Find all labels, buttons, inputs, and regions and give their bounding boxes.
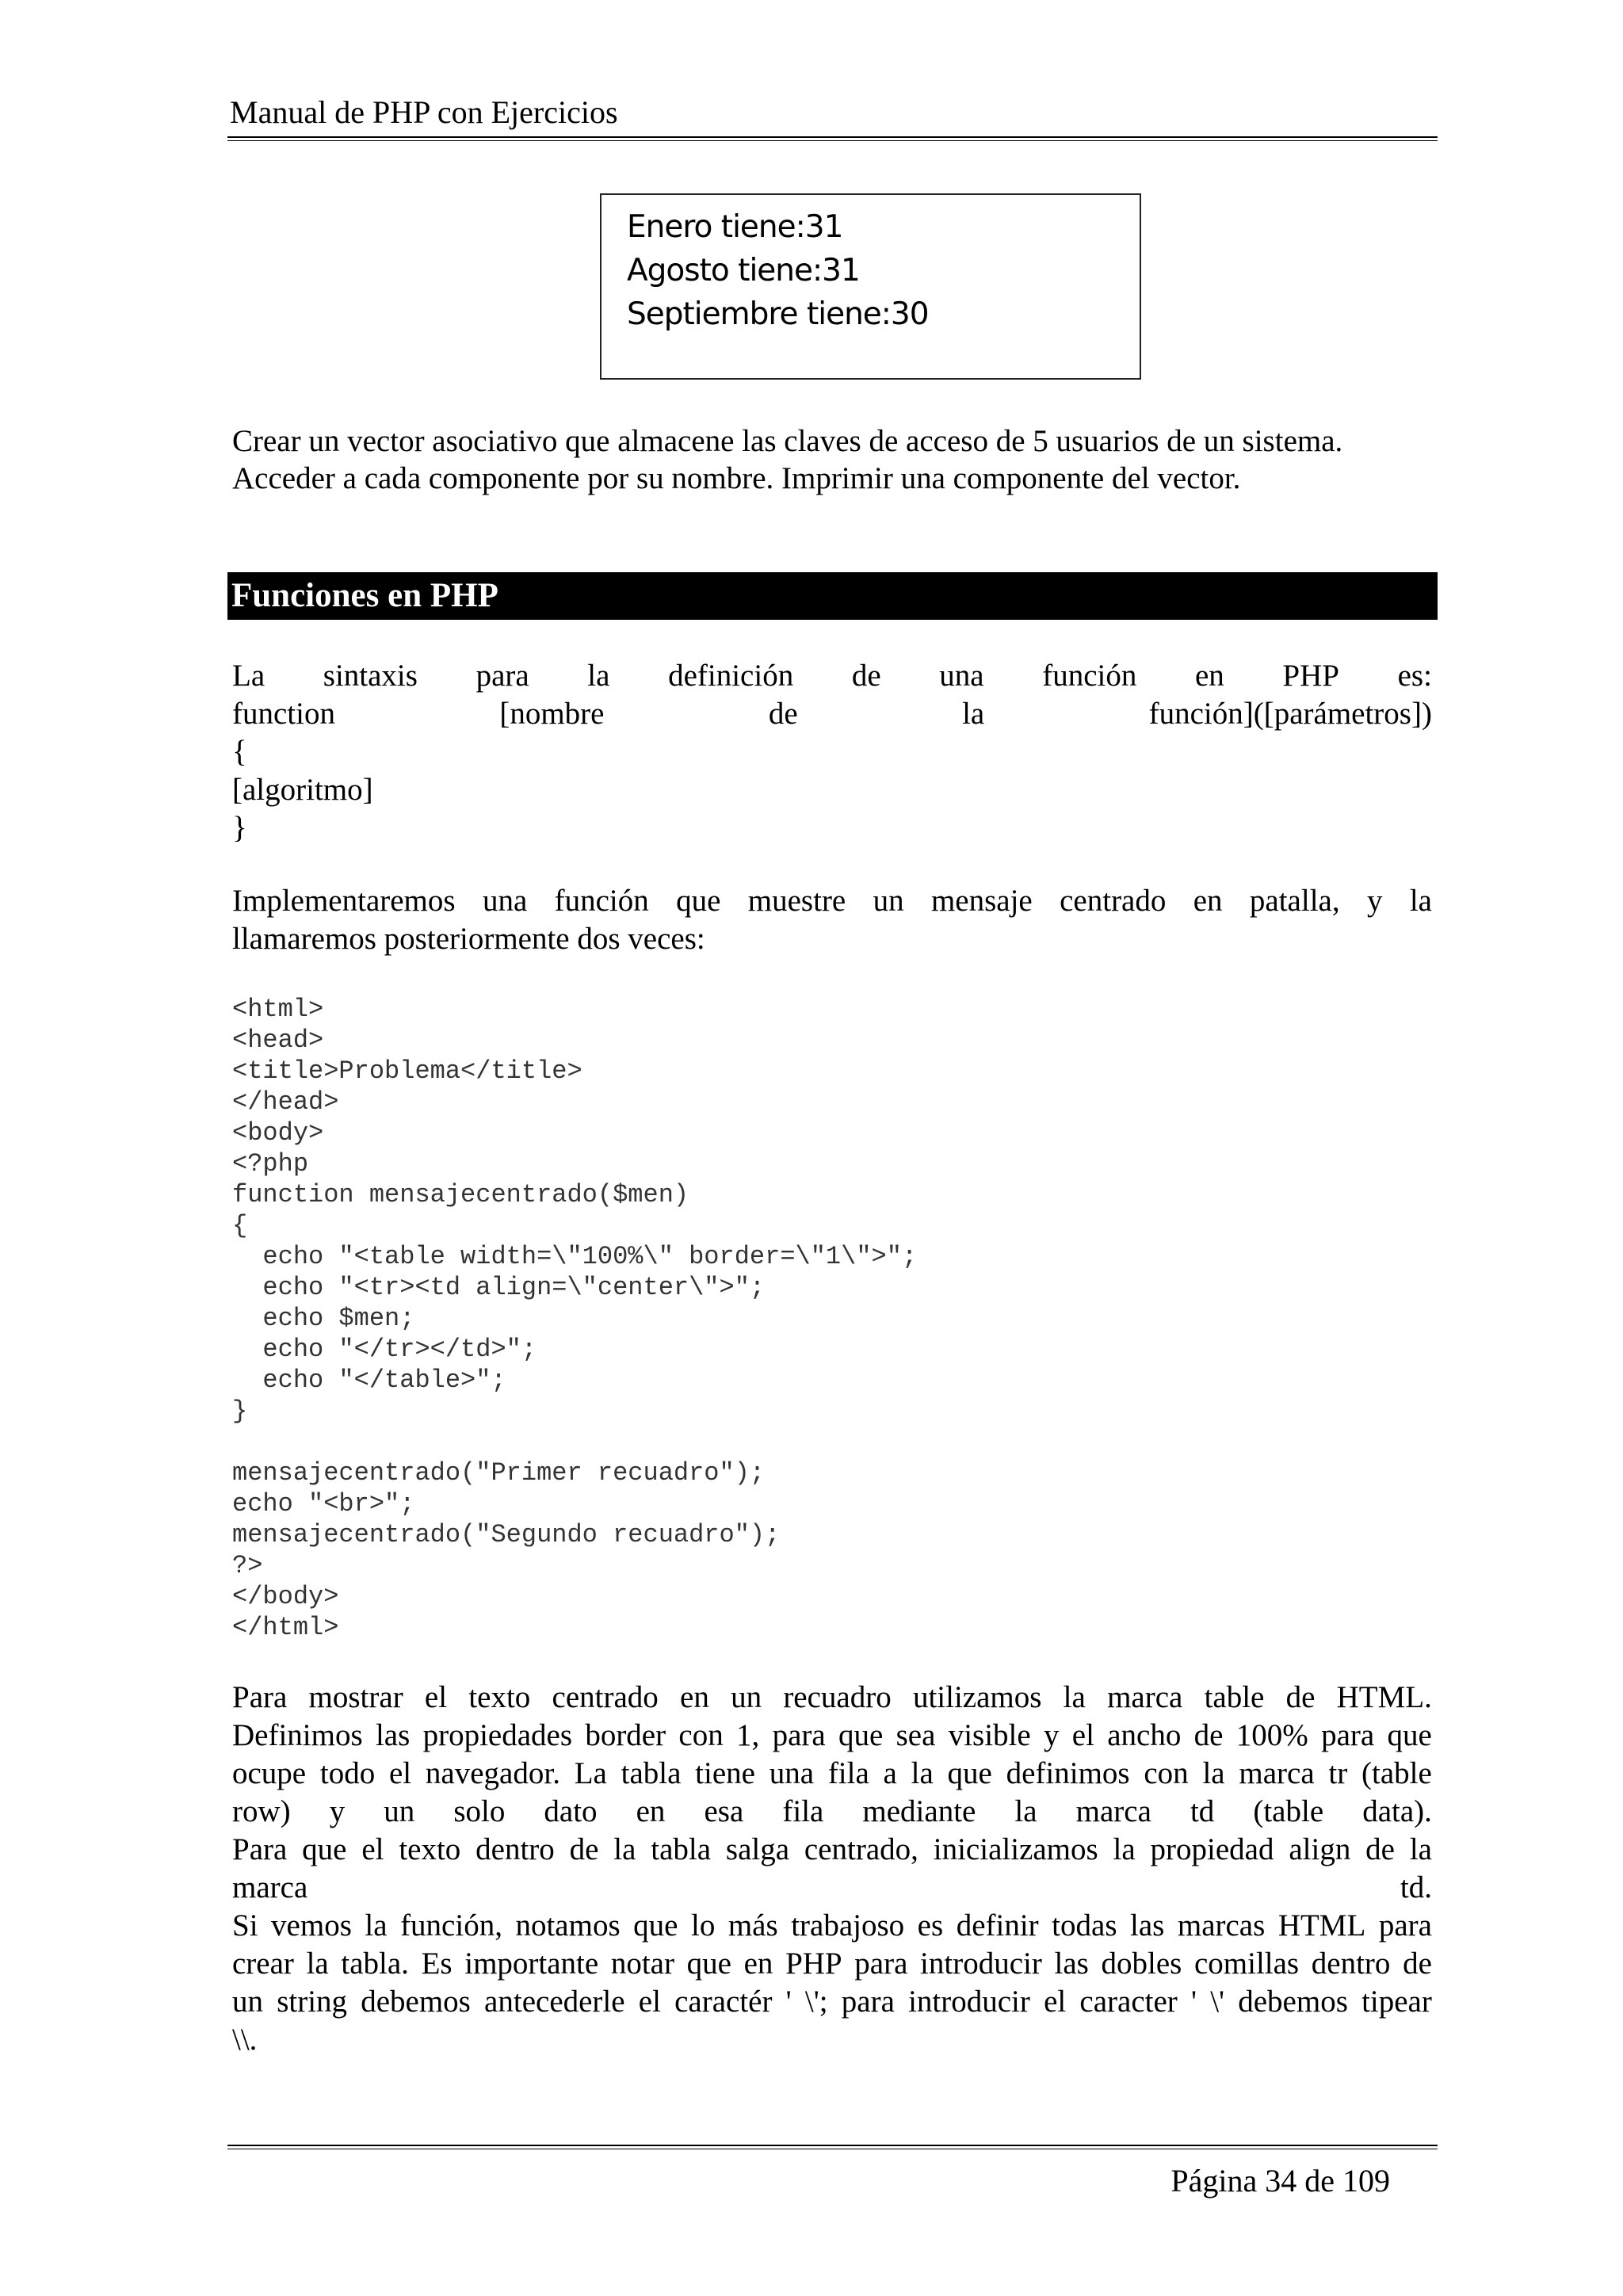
output-example-box <box>600 193 1141 380</box>
word: recuadro <box>783 1680 892 1714</box>
word: 1, <box>736 1718 760 1752</box>
explanation-line <box>232 1717 1432 1755</box>
word: dato <box>544 1794 598 1828</box>
word: texto <box>468 1680 531 1714</box>
word: marca <box>1075 1794 1151 1828</box>
word: las <box>1130 1908 1165 1943</box>
code-line: } <box>232 1396 248 1426</box>
word: PHP <box>1282 659 1339 693</box>
word: y <box>1043 1718 1060 1752</box>
word: para <box>1321 1718 1375 1752</box>
word: la <box>306 1946 329 1981</box>
explanation-line <box>232 1983 1432 2021</box>
explanation-line <box>232 1945 1432 1983</box>
word: definimos <box>1006 1756 1130 1790</box>
word: mensaje <box>930 884 1033 918</box>
code-line: echo "</table>"; <box>232 1366 506 1395</box>
word: y <box>329 1794 346 1828</box>
word: La <box>232 659 265 693</box>
code-line: echo "<tr><td align=\"center\">"; <box>232 1273 766 1302</box>
word: trabajoso <box>791 1908 905 1943</box>
word: todo <box>319 1756 376 1790</box>
section-title: Funciones en PHP <box>231 577 498 614</box>
word: en <box>743 1946 773 1981</box>
word: HTML. <box>1336 1680 1432 1714</box>
word: visible <box>948 1718 1031 1752</box>
code-line <box>232 1427 917 1457</box>
code-line: </body> <box>232 1582 339 1611</box>
word: en <box>636 1794 666 1828</box>
word: introducir <box>908 1985 1030 2019</box>
header-title: Manual de PHP con Ejercicios <box>230 94 618 130</box>
code-block <box>232 994 917 1643</box>
syntax-brace-open: { <box>232 735 247 769</box>
syntax-line-2 <box>232 695 1432 733</box>
code-line: </head> <box>232 1087 339 1117</box>
word: Si <box>232 1908 258 1943</box>
word: en <box>680 1680 709 1714</box>
word: debemos <box>361 1985 471 2019</box>
word: marca <box>232 1870 308 1904</box>
code-line: echo $men; <box>232 1304 415 1333</box>
word: la <box>911 1756 934 1790</box>
code-line: echo "<table width=\"100%\" border=\"1\">"; <box>232 1242 918 1271</box>
word: el <box>424 1680 448 1714</box>
word: una <box>769 1756 815 1790</box>
exercise-line-1: Crear un vector asociativo que almacene las claves de acceso de 5 usuarios de un sistema. <box>232 424 1343 458</box>
word: vemos <box>271 1908 352 1943</box>
page-number: Página 34 de 109 <box>1170 2163 1390 2199</box>
syntax-line-1 <box>232 657 1432 695</box>
word: la <box>1113 1832 1136 1866</box>
word: caracter <box>1079 1985 1178 2019</box>
word: patalla, <box>1249 884 1340 918</box>
output-line: Enero tiene:31 <box>627 209 843 245</box>
word: tr <box>1328 1756 1348 1790</box>
footer-rule <box>227 2145 1438 2146</box>
exercise-line-2: Acceder a cada componente por su nombre. Imprimir una componente del vector. <box>232 461 1241 495</box>
word: en <box>1193 884 1223 918</box>
word: de <box>569 1832 599 1866</box>
word: es: <box>1397 659 1432 693</box>
word: Para <box>232 1680 288 1714</box>
word: de <box>1193 1718 1224 1752</box>
word: función <box>1042 659 1137 693</box>
word: la <box>1202 1756 1225 1790</box>
word: sintaxis <box>323 659 418 693</box>
code-line: <head> <box>232 1026 324 1055</box>
word: el <box>389 1756 412 1790</box>
word: notar <box>610 1946 674 1981</box>
word: que <box>686 1946 731 1981</box>
word: es <box>917 1908 944 1943</box>
output-line: Agosto tiene:31 <box>627 253 860 288</box>
word: para <box>841 1985 895 2019</box>
code-line: <?php <box>232 1149 309 1179</box>
word: para <box>1378 1908 1432 1943</box>
word: importante <box>464 1946 599 1981</box>
code-line: <html> <box>232 995 324 1024</box>
code-line: <body> <box>232 1118 324 1148</box>
word: definir <box>956 1908 1039 1943</box>
word: \' <box>1210 1985 1225 2019</box>
code-line: </html> <box>232 1613 339 1642</box>
word: (table <box>1361 1756 1432 1790</box>
explanation-line: \\. <box>232 2023 258 2057</box>
section-heading <box>227 572 1438 620</box>
explanation-line <box>232 1831 1432 1869</box>
word: Definimos <box>232 1718 363 1752</box>
word: que <box>302 1832 347 1866</box>
word: un <box>731 1680 762 1714</box>
word: la <box>365 1908 388 1943</box>
word: ancho <box>1107 1718 1182 1752</box>
word: función]([parámetros]) <box>1148 697 1432 731</box>
syntax-brace-close: } <box>232 811 247 845</box>
word: la <box>1014 1794 1037 1828</box>
code-line: echo "<br>"; <box>232 1489 415 1519</box>
word: la <box>613 1832 636 1866</box>
word: propiedad <box>1150 1832 1274 1866</box>
word: de <box>1403 1946 1432 1981</box>
word: tabla <box>651 1832 712 1866</box>
word: las <box>375 1718 411 1752</box>
word: el <box>1044 1985 1067 2019</box>
header-rule <box>227 136 1438 138</box>
word: mediante <box>862 1794 976 1828</box>
word: utilizamos <box>912 1680 1042 1714</box>
word: para <box>475 659 529 693</box>
word: tipear <box>1361 1985 1432 2019</box>
word: y <box>1366 884 1383 918</box>
word: en <box>1194 659 1224 693</box>
word: la <box>1409 1832 1432 1866</box>
word: más <box>727 1908 778 1943</box>
word: para <box>772 1718 826 1752</box>
word: align <box>1289 1832 1351 1866</box>
word: de <box>1365 1832 1395 1866</box>
word: muestre <box>747 884 846 918</box>
explanation-line <box>232 1869 1432 1907</box>
word: la <box>962 697 985 731</box>
code-line: echo "</tr></td>"; <box>232 1335 537 1364</box>
word: dentro <box>1311 1946 1391 1981</box>
explanation-line <box>232 1907 1432 1945</box>
word: data). <box>1362 1794 1432 1828</box>
output-line: Septiembre tiene:30 <box>627 296 929 332</box>
word: caractér <box>674 1985 773 2019</box>
word: comillas <box>1193 1946 1300 1981</box>
word: Implementaremos <box>232 884 456 918</box>
word: fila <box>782 1794 824 1828</box>
word: función, <box>400 1908 502 1943</box>
header-rule-thin <box>227 140 1438 141</box>
word: navegador. <box>425 1756 560 1790</box>
word: de <box>851 659 881 693</box>
code-line: <title>Problema</title> <box>232 1056 582 1086</box>
word: marcas <box>1177 1908 1266 1943</box>
syntax-algorithm: [algoritmo] <box>232 773 373 807</box>
word: que <box>838 1718 884 1752</box>
word: [nombre <box>499 697 605 731</box>
word: texto <box>399 1832 461 1866</box>
code-line: ?> <box>232 1551 263 1580</box>
word: Para <box>232 1832 288 1866</box>
intro-line-2: llamaremos posteriormente dos veces: <box>232 922 705 956</box>
code-line: mensajecentrado("Segundo recuadro"); <box>232 1520 781 1549</box>
word: centrado <box>1060 884 1167 918</box>
word: el <box>361 1832 384 1866</box>
word: un <box>232 1985 263 2019</box>
word: dobles <box>1101 1946 1182 1981</box>
word: un <box>384 1794 415 1828</box>
word: La <box>574 1756 607 1790</box>
word: para <box>854 1946 908 1981</box>
word: crear <box>232 1946 294 1981</box>
word: border <box>585 1718 666 1752</box>
word: debemos <box>1238 1985 1348 2019</box>
word: centrado <box>552 1680 659 1714</box>
word: con <box>1144 1756 1189 1790</box>
word: mostrar <box>308 1680 403 1714</box>
word: a <box>883 1756 897 1790</box>
word: HTML <box>1277 1908 1366 1943</box>
word: fila <box>827 1756 869 1790</box>
word: con <box>678 1718 724 1752</box>
exercise-line <box>232 422 1432 460</box>
word: introducir <box>920 1946 1042 1981</box>
word: \'; <box>804 1985 828 2019</box>
explanation-line <box>232 1793 1432 1831</box>
word: ' <box>1190 1985 1197 2019</box>
word: 100% <box>1235 1718 1308 1752</box>
code-line: function mensajecentrado($men) <box>232 1180 689 1209</box>
explanation-line <box>232 1755 1432 1793</box>
word: ' <box>785 1985 792 2019</box>
word: notamos <box>515 1908 621 1943</box>
word: PHP <box>785 1946 842 1981</box>
word: tabla. <box>341 1946 409 1981</box>
word: Es <box>421 1946 453 1981</box>
word: que <box>676 884 721 918</box>
word: una <box>482 884 528 918</box>
word: definición <box>668 659 794 693</box>
code-line: mensajecentrado("Primer recuadro"); <box>232 1458 766 1488</box>
word: que <box>947 1756 992 1790</box>
word: ocupe <box>232 1756 307 1790</box>
word: salga <box>725 1832 790 1866</box>
word: esa <box>704 1794 744 1828</box>
word: marca <box>1239 1756 1315 1790</box>
word: antecederle <box>484 1985 625 2019</box>
word: td <box>1190 1794 1215 1828</box>
word: el <box>638 1985 661 2019</box>
word: inicializamos <box>933 1832 1098 1866</box>
word: solo <box>453 1794 506 1828</box>
word: row) <box>232 1794 291 1828</box>
word: propiedades <box>422 1718 573 1752</box>
word: las <box>1054 1946 1089 1981</box>
word: el <box>1071 1718 1094 1752</box>
word: la <box>587 659 610 693</box>
word: (table <box>1253 1794 1324 1828</box>
word: centrado, <box>804 1832 918 1866</box>
word: de <box>1285 1680 1316 1714</box>
word: sea <box>896 1718 936 1752</box>
word: table <box>1204 1680 1265 1714</box>
word: que <box>633 1908 678 1943</box>
word: lo <box>690 1908 716 1943</box>
word: una <box>939 659 984 693</box>
word: function <box>232 697 335 731</box>
word: todas <box>1052 1908 1117 1943</box>
word: string <box>277 1985 348 2019</box>
code-line: { <box>232 1211 248 1240</box>
word: la <box>1409 884 1432 918</box>
word: marca <box>1107 1680 1183 1714</box>
word: un <box>873 884 904 918</box>
word: la <box>1063 1680 1086 1714</box>
word: tiene <box>695 1756 755 1790</box>
word: td. <box>1400 1870 1432 1904</box>
explanation-line <box>232 1679 1432 1717</box>
word: que <box>1387 1718 1432 1752</box>
word: tabla <box>621 1756 682 1790</box>
word: de <box>768 697 798 731</box>
intro-line-1 <box>232 882 1432 920</box>
word: función <box>554 884 649 918</box>
word: dentro <box>475 1832 555 1866</box>
